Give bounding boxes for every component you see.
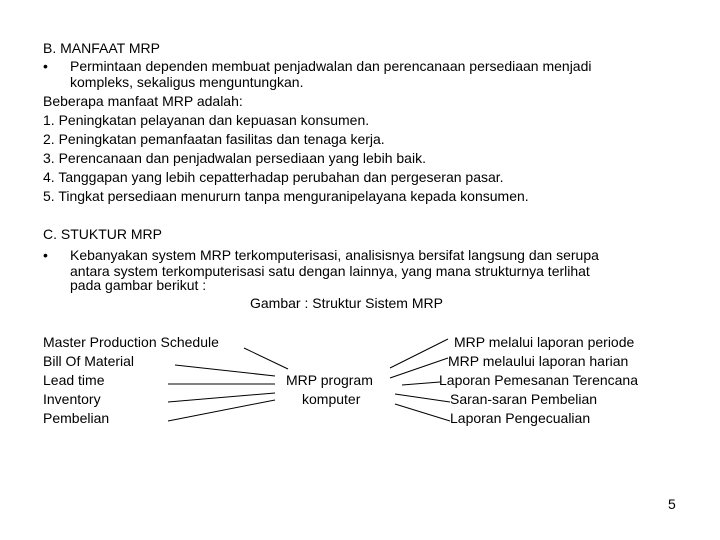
connector-inventory	[168, 393, 275, 402]
bullet-symbol: •	[43, 58, 48, 74]
diagram-output-periode: MRP melalui laporan periode	[454, 334, 635, 350]
connector-pengecualian	[395, 404, 450, 421]
diagram-input-pembelian: Pembelian	[43, 410, 110, 426]
diagram-output-pemesanan: Laporan Pemesanan Terencana	[439, 372, 639, 388]
section-b-intro: Beberapa manfaat MRP adalah:	[43, 93, 243, 109]
connector-pembelian	[168, 400, 275, 421]
connector-mps	[244, 348, 288, 369]
bullet-symbol: •	[43, 247, 48, 263]
benefit-item-1: 1. Peningkatan pelayanan dan kepuasan konsumen.	[43, 112, 370, 128]
diagram-center-line2: komputer	[302, 391, 361, 407]
section-b-heading: B. MANFAAT MRP	[43, 40, 160, 56]
diagram-output-pengecualian: Laporan Pengecualian	[450, 410, 591, 426]
diagram-input-lead-time: Lead time	[43, 372, 105, 388]
section-c-bullet-line3: pada gambar berikut :	[70, 277, 207, 293]
connector-saran	[395, 394, 450, 402]
section-b-bullet-line1: Permintaan dependen membuat penjadwalan dan perencanaan persediaan menjadi	[70, 58, 592, 74]
connector-pemesanan	[402, 382, 440, 385]
benefit-item-3: 3. Perencanaan dan penjadwalan persediaan yang lebih baik.	[43, 150, 426, 166]
diagram-output-saran: Saran-saran Pembelian	[450, 391, 598, 407]
page-number: 5	[668, 496, 676, 512]
connector-harian	[390, 358, 448, 378]
section-c-heading: C. STUKTUR MRP	[43, 226, 162, 242]
diagram-center-line1: MRP program	[286, 372, 373, 388]
section-b-bullet-line2: kompleks, sekaligus menguntungkan.	[70, 74, 304, 90]
diagram-input-bom: Bill Of Material	[43, 353, 135, 369]
section-c-bullet-line2: antara system terkomputerisasi satu dengan lainnya, yang mana strukturnya terlihat	[70, 263, 590, 279]
figure-caption: Gambar : Struktur Sistem MRP	[250, 295, 443, 311]
connector-bom	[175, 365, 275, 376]
diagram-input-mps: Master Production Schedule	[43, 334, 219, 350]
benefit-item-2: 2. Peningkatan pemanfaatan fasilitas dan tenaga kerja.	[43, 131, 385, 147]
connector-periode	[390, 339, 448, 368]
diagram-output-harian: MRP melaului laporan harian	[448, 353, 629, 369]
benefit-item-4: 4. Tanggapan yang lebih cepatterhadap perubahan dan pergeseran pasar.	[43, 169, 504, 185]
diagram-input-inventory: Inventory	[43, 391, 101, 407]
benefit-item-5: 5. Tingkat persediaan menururn tanpa menguranipelayana kepada konsumen.	[43, 188, 529, 204]
section-c-bullet-line1: Kebanyakan system MRP terkomputerisasi, analisisnya bersifat langsung dan serupa	[70, 247, 599, 263]
